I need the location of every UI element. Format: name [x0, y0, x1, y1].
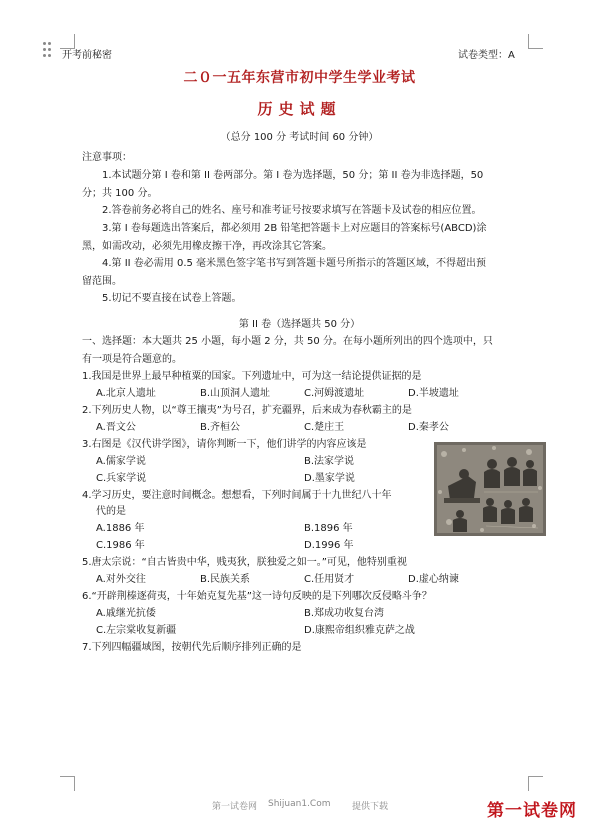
margin-corner-mark — [528, 34, 543, 49]
notes-heading: 注意事项： — [82, 152, 132, 163]
question-option: B.郑成功收复台湾 — [304, 608, 385, 619]
margin-corner-mark — [528, 776, 543, 791]
question-option: A.儒家学说 — [96, 456, 146, 467]
footer-download-text: 提供下载 — [352, 802, 389, 812]
question-option: D.半坡遗址 — [408, 388, 459, 399]
question-stem: 7.下列四幅疆域图，按朝代先后顺序排列正确的是 — [82, 642, 302, 653]
note-line: 4.第 II 卷必需用 0.5 毫米黑色签字笔书写到答题卡题号所指示的答题区域，不得超出预 — [102, 258, 487, 269]
section-title: 第 II 卷（选择题共 50 分） — [238, 319, 361, 330]
note-line: 2.答卷前务必将自己的姓名、座号和准考证号按要求填写在答题卡及试卷的相应位置。 — [102, 205, 482, 216]
question-option: B.齐桓公 — [200, 422, 241, 433]
note-line: 3.第 I 卷每题选出答案后，都必须用 2B 铅笔把答题卡上对应题目的答案标号(ABCD)涂 — [102, 223, 487, 234]
question-option: C.楚庄王 — [304, 422, 345, 433]
question-option: B.民族关系 — [200, 574, 251, 585]
question-option: D.秦孝公 — [408, 422, 449, 433]
question-option: C.河姆渡遗址 — [304, 388, 365, 399]
note-line: 留范围。 — [82, 276, 122, 287]
question-option: A.戚继光抗倭 — [96, 608, 156, 619]
site-watermark: 第一试卷网 — [487, 801, 577, 821]
question-option: B.1896 年 — [304, 523, 353, 534]
question-stem: 5.唐太宗说：“自古皆贵中华，贱夷狄，朕独爱之如一。”可见，他特别重视 — [82, 557, 407, 568]
question-option: A.北京人遗址 — [96, 388, 156, 399]
exam-subject: 历史试题 — [257, 100, 342, 118]
footer-site-url[interactable]: Shijuan1.Com — [268, 799, 331, 809]
question-option: B.法家学说 — [304, 456, 355, 467]
margin-corner-mark — [60, 776, 75, 791]
instruction-line: 有一项是符合题意的。 — [82, 354, 182, 365]
question-option: D.康熙帝组织雅克萨之战 — [304, 625, 415, 636]
note-line: 黑，如需改动，必须先用橡皮擦干净，再改涂其它答案。 — [82, 241, 332, 252]
question-stem: 3.右图是《汉代讲学图》，请你判断一下，他们讲学的内容应该是 — [82, 439, 367, 450]
question-option: C.1986 年 — [96, 540, 145, 551]
question-option: A.对外交往 — [96, 574, 146, 585]
question-option: A.晋文公 — [96, 422, 136, 433]
question-option: D.虚心纳谏 — [408, 574, 459, 585]
question-option: D.1996 年 — [304, 540, 354, 551]
question-stem-continued: 代的是 — [96, 506, 126, 517]
question-option: C.兵家学说 — [96, 473, 147, 484]
header-confidential: 开考前秘密 — [62, 50, 112, 61]
question-option: C.左宗棠收复新疆 — [96, 625, 177, 636]
header-paper-type: 试卷类型：A — [458, 50, 515, 61]
han-lecture-illustration — [434, 442, 546, 536]
exam-info: （总分 100 分 考试时间 60 分钟） — [220, 132, 379, 143]
note-line: 5.切记不要直接在试卷上答题。 — [102, 293, 242, 304]
question-option: C.任用贤才 — [304, 574, 355, 585]
question-option: D.墨家学说 — [304, 473, 355, 484]
note-line: 分；共 100 分。 — [82, 188, 158, 199]
table-move-handle[interactable] — [43, 42, 53, 60]
question-option: B.山顶洞人遗址 — [200, 388, 271, 399]
question-stem: 6.“开辟荆榛逐荷夷，十年始克复先基”这一诗句反映的是下列哪次反侵略斗争？ — [82, 591, 432, 602]
footer-site-name: 第一试卷网 — [212, 802, 258, 812]
question-stem: 1.我国是世界上最早种植粟的国家。下列遗址中，可为这一结论提供证据的是 — [82, 371, 422, 382]
question-stem: 2.下列历史人物，以“尊王攘夷”为号召，扩充疆界，后来成为春秋霸主的是 — [82, 405, 412, 416]
question-stem: 4.学习历史，要注意时间概念。想想看，下列时间属于十九世纪八十年 — [82, 490, 392, 501]
stone-rubbing-image — [434, 442, 546, 536]
question-option: A.1886 年 — [96, 523, 145, 534]
note-line: 1.本试题分第 I 卷和第 II 卷两部分。第 I 卷为选择题，50 分；第 II 卷为非选择题，50 — [102, 170, 484, 181]
instruction-line: 一、选择题：本大题共 25 小题，每小题 2 分，共 50 分。在每小题所列出的四个选项中，只 — [82, 336, 493, 347]
exam-title: 二０一五年东营市初中学生学业考试 — [183, 70, 416, 86]
